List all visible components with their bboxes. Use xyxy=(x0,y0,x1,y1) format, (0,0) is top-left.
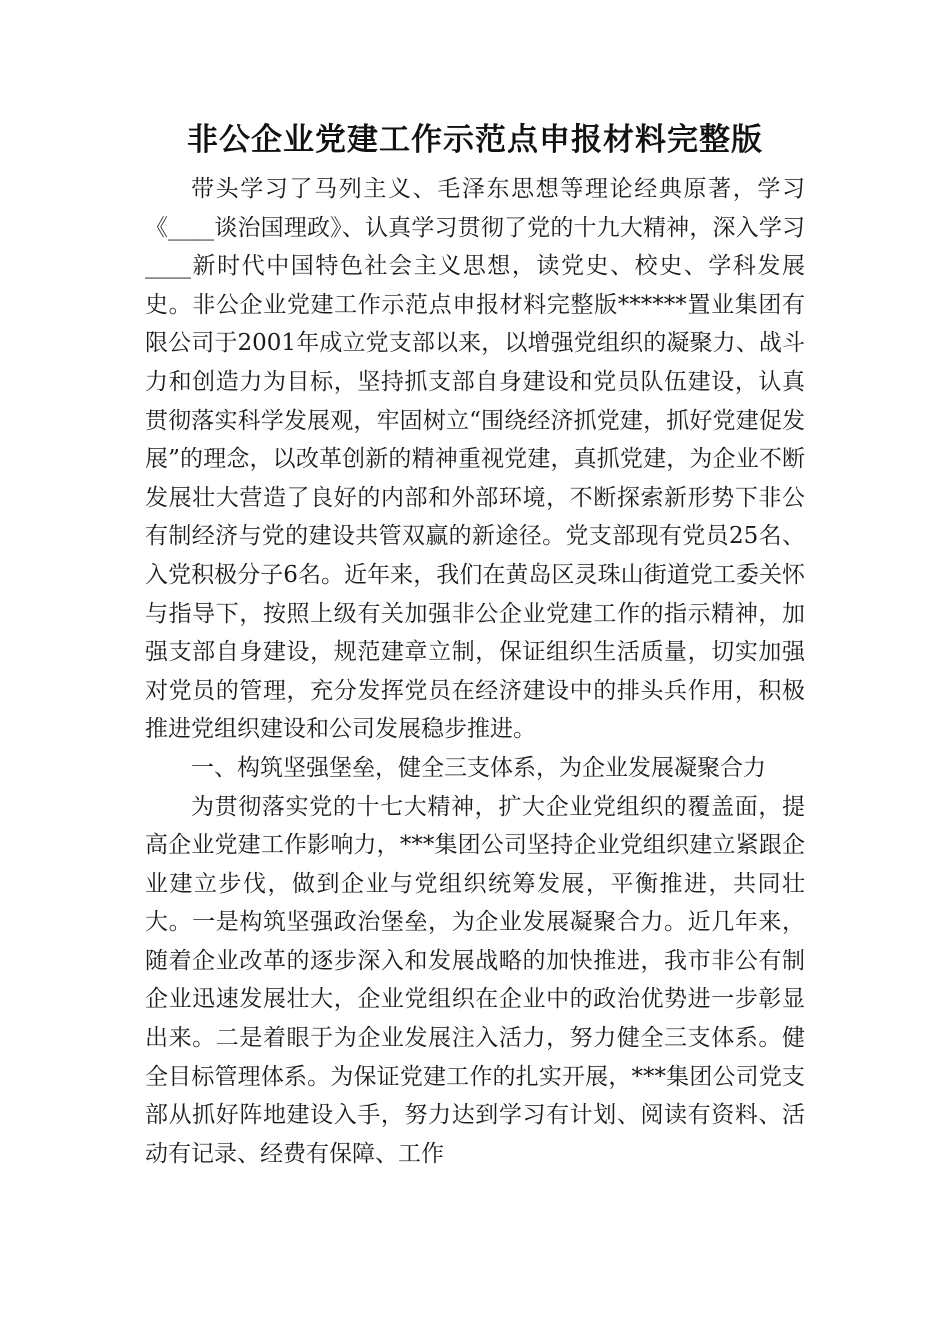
document-title: 非公企业党建工作示范点申报材料完整版 xyxy=(187,122,763,158)
paragraph-intro: 带头学习了马列主义、毛泽东思想等理论经典原著，学习《____谈治国理政》、认真学习贯彻了党的十九大精神，深入学习____新时代中国特色社会主义思想，读党史、校史、学科发展史。非公企业党建工作示范点申报材料完整版******置业集团有限公司于2001年成立党支部以来，以增强党组织的凝聚力、战斗力和创造力为目标，坚持抓支部自身建设和党员队伍建设，认真贯彻落实科学发展观，牢固树立“围绕经济抓党建，抓好党建促发展”的理念，以改革创新的精神重视党建，真抓党建，为企业不断发展壮大营造了良好的内部和外部环境，不断探索新形势下非公有制经济与党的建设共管双赢的新途径。党支部现有党员25名、入党积极分子6名。近年来，我们在黄岛区灵珠山街道党工委关怀与指导下，按照上级有关加强非公企业党建工作的指示精神，加强支部自身建设，规范建章立制，保证组织生活质量，切实加强对党员的管理，充分发挥党员在经济建设中的排头兵作用，积极推进党组织建设和公司发展稳步推进。 xyxy=(145,176,805,743)
section-heading-1: 一、构筑坚强堡垒，健全三支体系，为企业发展凝聚合力 xyxy=(191,754,766,781)
paragraph-section-1: 为贯彻落实党的十七大精神，扩大企业党组织的覆盖面，提高企业党建工作影响力，***集团公司坚持企业党组织建立紧跟企业建立步伐，做到企业与党组织统筹发展，平衡推进，共同壮大。一是构筑坚强政治堡垒，为企业发展凝聚合力。近几年来，随着企业改革的逐步深入和发展战略的加快推进，我市非公有制企业迅速发展壮大，企业党组织在企业中的政治优势进一步彰显出来。二是着眼于为企业发展注入活力，努力健全三支体系。健全目标管理体系。为保证党建工作的扎实开展，***集团公司党支部从抓好阵地建设入手，努力达到学习有计划、阅读有资料、活动有记录、经费有保障、工作 xyxy=(145,793,805,1167)
document-body xyxy=(145,170,805,1173)
